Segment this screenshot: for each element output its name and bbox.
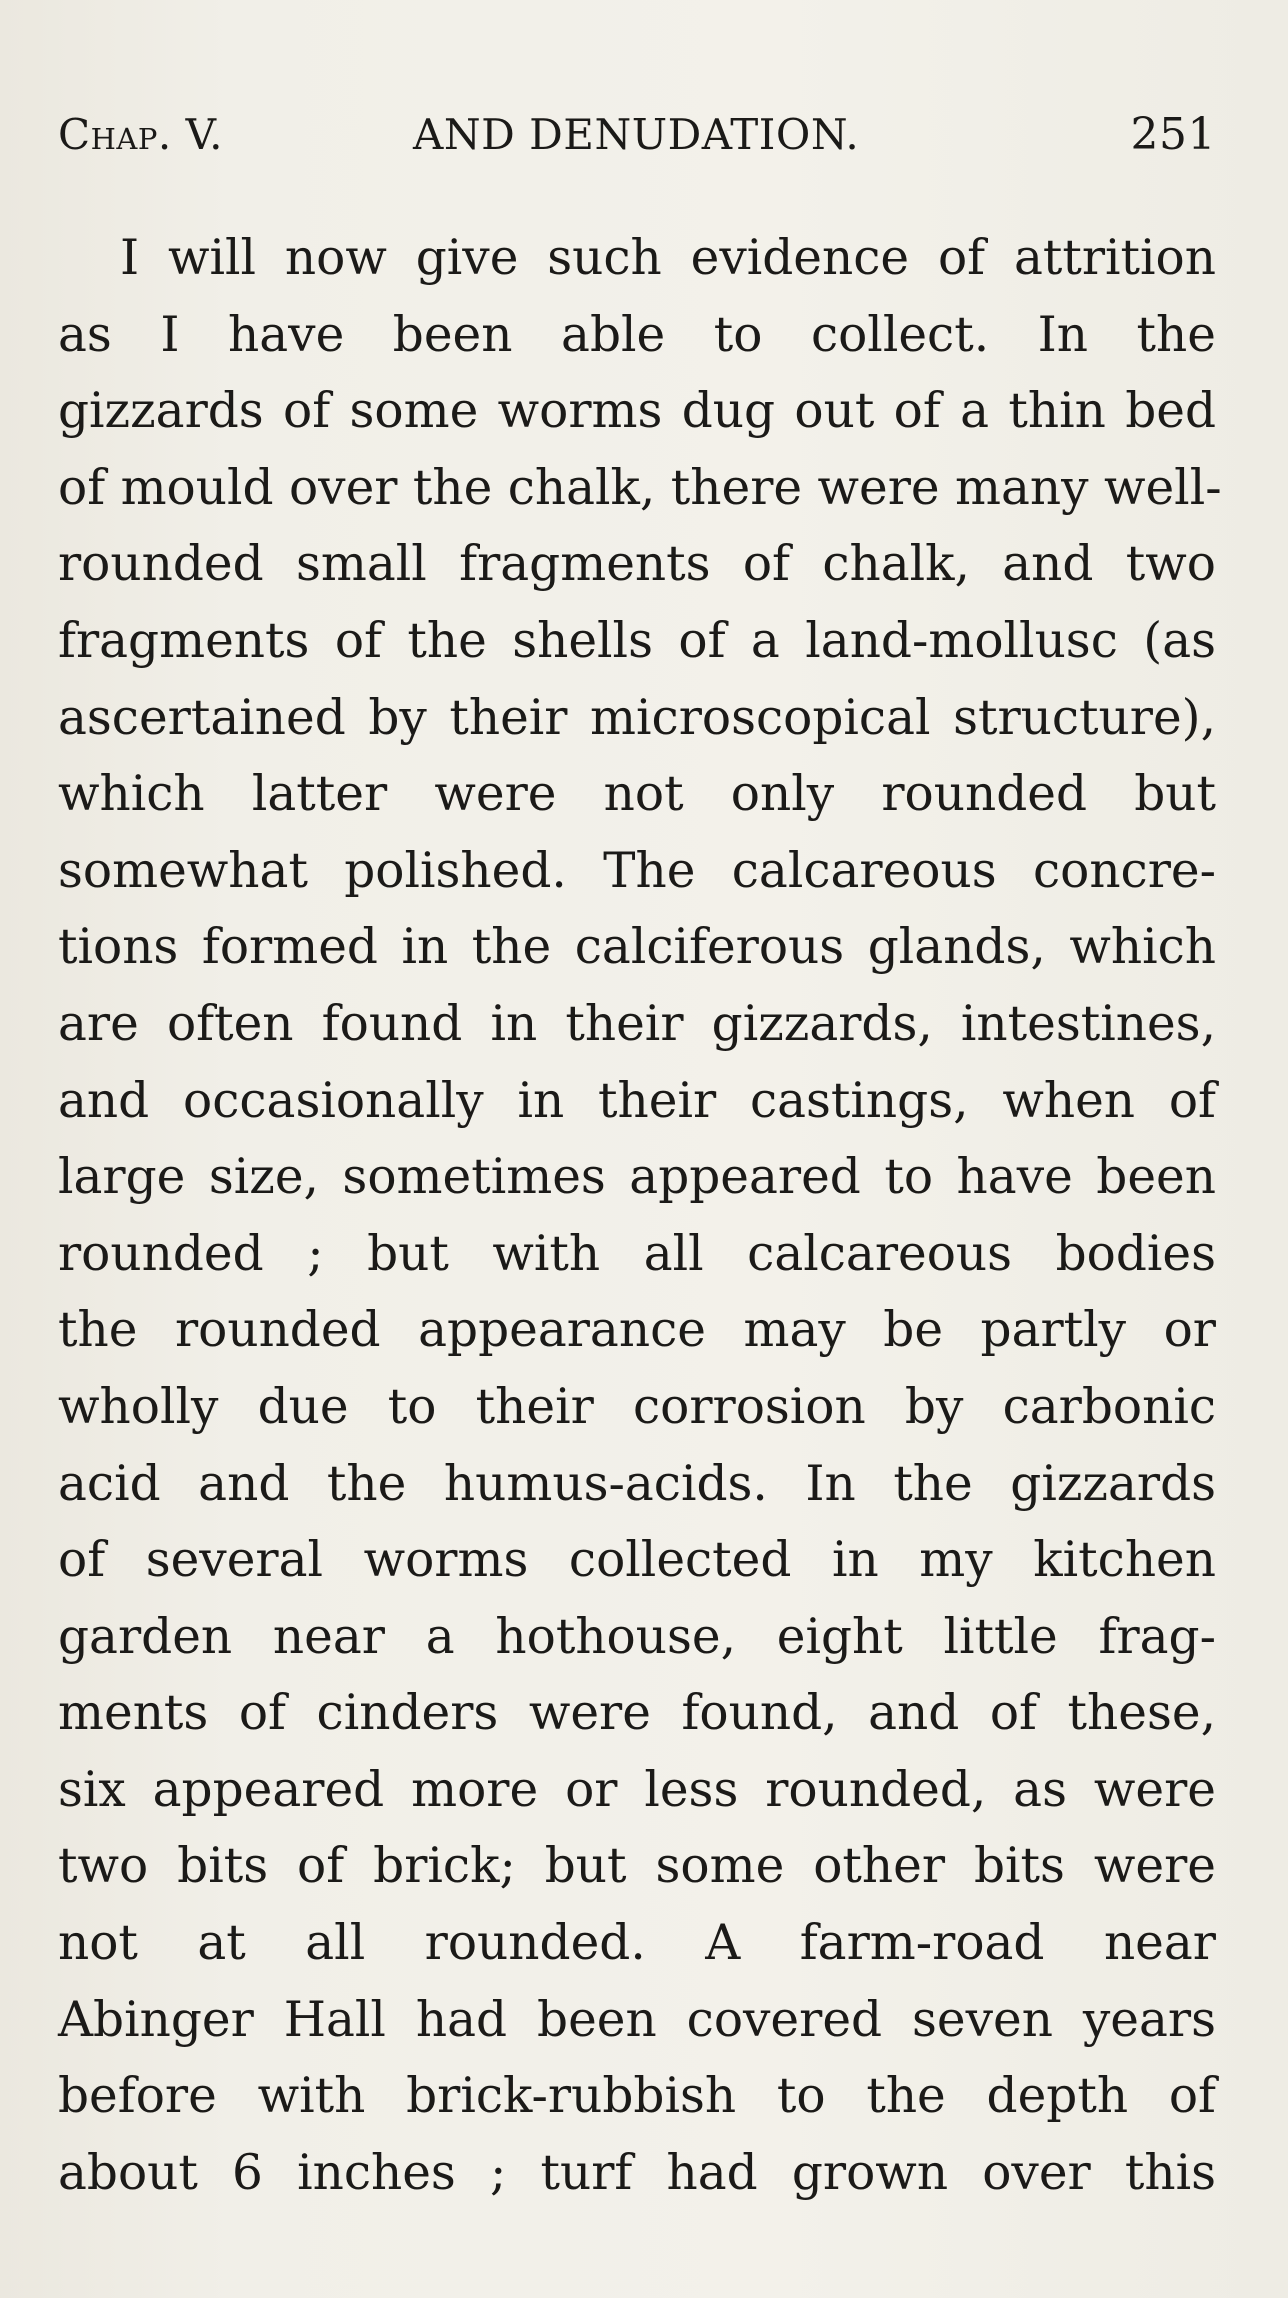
text-line: large size, sometimes appeared to have been [58, 1149, 1216, 1206]
text-line: rounded ; but with all calcareous bodies [58, 1225, 1216, 1282]
text-line: rounded small fragments of chalk, and two [58, 536, 1216, 593]
text-line: two bits of brick; but some other bits were [58, 1838, 1216, 1895]
running-header [58, 105, 1216, 165]
text-line: wholly due to their corrosion by carbonic [58, 1378, 1216, 1435]
text-line: acid and the humus-acids. In the gizzards [58, 1455, 1216, 1512]
text-line: fragments of the shells of a land-mollusc (as [58, 612, 1216, 669]
page-number: 251 [1130, 109, 1216, 160]
chapter-label: Chap. V. [58, 110, 223, 159]
text-line: are often found in their gizzards, intestines, [58, 995, 1216, 1052]
text-line: six appeared more or less rounded, as were [58, 1761, 1216, 1818]
text-line: before with brick-rubbish to the depth of [58, 2068, 1216, 2125]
text-line: garden near a hothouse, eight little frag- [58, 1608, 1216, 1665]
running-title: AND DENUDATION. [413, 110, 860, 159]
text-line: I will now give such evidence of attrition [120, 230, 1216, 286]
text-line: Abinger Hall had been covered seven years [58, 1991, 1216, 2048]
text-line: of several worms collected in my kitchen [58, 1532, 1216, 1589]
text-line: the rounded appearance may be partly or [58, 1302, 1216, 1359]
text-line: about 6 inches ; turf had grown over this [58, 2144, 1216, 2201]
text-line: not at all rounded. A farm-road near [58, 1915, 1216, 1972]
text-line: gizzards of some worms dug out of a thin bed [58, 383, 1216, 440]
text-line: as I have been able to collect. In the [58, 306, 1216, 363]
body-text [58, 220, 1222, 2211]
text-line: and occasionally in their castings, when of [58, 1072, 1216, 1129]
text-line: ascertained by their microscopical structure), [58, 689, 1216, 746]
text-line: which latter were not only rounded but [58, 766, 1216, 823]
text-line: tions formed in the calciferous glands, which [58, 919, 1216, 976]
text-line: ments of cinders were found, and of these, [58, 1685, 1216, 1742]
text-line: of mould over the chalk, there were many well- [58, 459, 1222, 516]
text-line: somewhat polished. The calcareous concre- [58, 842, 1216, 899]
